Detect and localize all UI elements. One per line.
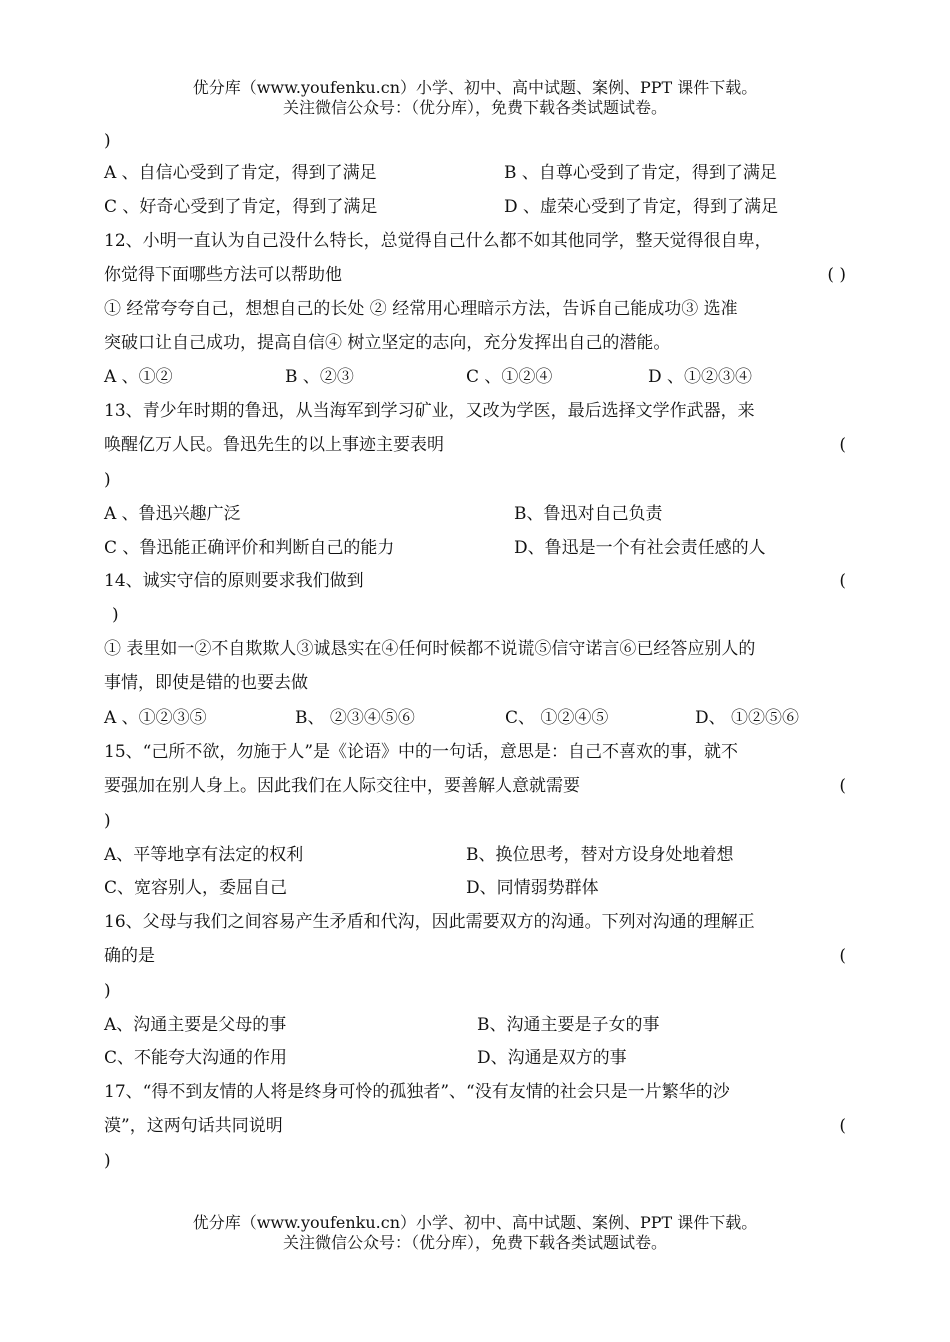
q12-option-b: B 、②③ bbox=[285, 367, 354, 387]
q17-close-paren: ) bbox=[104, 1151, 111, 1171]
q15-option-a: A、平等地享有法定的权利 bbox=[104, 845, 304, 865]
q15-option-d: D、同情弱势群体 bbox=[466, 878, 599, 898]
header-line-2: 关注微信公众号：（优分库），免费下载各类试题试卷。 bbox=[282, 98, 667, 117]
header-line-1: 优分库（www.youfenku.cn）小学、初中、高中试题、案例、PPT 课件下载。 bbox=[192, 78, 758, 97]
q14-stem-line-1: 14、诚实守信的原则要求我们做到 bbox=[104, 571, 364, 591]
q13-option-a: A 、鲁迅兴趣广泛 bbox=[104, 504, 241, 524]
q13-stem-line-2: 唤醒亿万人民。鲁迅先生的以上事迹主要表明 bbox=[104, 435, 444, 455]
q15-open-paren: ( bbox=[839, 776, 846, 796]
q16-close-paren: ) bbox=[104, 981, 111, 1001]
q13-close-paren: ) bbox=[104, 470, 111, 490]
q16-stem-line-2: 确的是 bbox=[104, 946, 155, 966]
q12-answer-paren: ( ) bbox=[827, 265, 846, 285]
q11-option-d: D 、虚荣心受到了肯定，得到了满足 bbox=[504, 197, 779, 217]
q12-items-line-1: ① 经常夸夸自己，想想自己的长处 ② 经常用心理暗示方法，告诉自己能成功③ 选准 bbox=[104, 299, 738, 319]
q15-option-c: C、宽容别人，委屈自己 bbox=[104, 878, 288, 898]
q16-option-c: C、不能夸大沟通的作用 bbox=[104, 1048, 288, 1068]
q14-option-a: A 、①②③⑤ bbox=[104, 708, 207, 728]
q15-stem-line-2: 要强加在别人身上。因此我们在人际交往中，要善解人意就需要 bbox=[104, 776, 580, 796]
q15-close-paren: ) bbox=[104, 811, 111, 831]
q12-option-d: D 、①②③④ bbox=[648, 367, 753, 387]
q17-stem-line-1: 17、“得不到友情的人将是终身可怜的孤独者”、“没有友情的社会只是一片繁华的沙 bbox=[104, 1082, 730, 1102]
q15-stem-line-1: 15、“己所不欲，勿施于人”是《论语》中的一句话，意思是：自己不喜欢的事，就不 bbox=[104, 742, 739, 762]
q11-option-b: B 、自尊心受到了肯定，得到了满足 bbox=[504, 163, 777, 183]
q15-option-b: B、换位思考，替对方设身处地着想 bbox=[466, 845, 734, 865]
footer-line-1: 优分库（www.youfenku.cn）小学、初中、高中试题、案例、PPT 课件下载。 bbox=[192, 1213, 758, 1232]
q14-open-paren: ( bbox=[839, 571, 846, 591]
q11-option-a: A 、自信心受到了肯定，得到了满足 bbox=[104, 163, 377, 183]
q13-stem-line-1: 13、青少年时期的鲁迅，从当海军到学习矿业，又改为学医，最后选择文学作武器，来 bbox=[104, 401, 755, 421]
q13-option-d: D、鲁迅是一个有社会责任感的人 bbox=[514, 538, 766, 558]
q13-option-c: C 、鲁迅能正确评价和判断自己的能力 bbox=[104, 538, 395, 558]
q11-option-c: C 、好奇心受到了肯定，得到了满足 bbox=[104, 197, 378, 217]
q12-items-line-2: 突破口让自己成功，提高自信④ 树立坚定的志向，充分发挥出自己的潜能。 bbox=[104, 333, 671, 353]
q14-items-line-2: 事情，即使是错的也要去做 bbox=[104, 673, 308, 693]
q16-option-b: B、沟通主要是子女的事 bbox=[477, 1015, 660, 1035]
q17-open-paren: ( bbox=[839, 1116, 846, 1136]
q14-close-paren: ) bbox=[112, 605, 119, 625]
q13-option-b: B、鲁迅对自己负责 bbox=[514, 504, 663, 524]
footer-line-2: 关注微信公众号：（优分库），免费下载各类试题试卷。 bbox=[282, 1233, 667, 1252]
q12-option-a: A 、①② bbox=[104, 367, 173, 387]
q16-open-paren: ( bbox=[839, 946, 846, 966]
q12-stem-line-2: 你觉得下面哪些方法可以帮助他 bbox=[104, 265, 342, 285]
q14-option-d: D、 ①②⑤⑥ bbox=[695, 708, 800, 728]
q13-open-paren: ( bbox=[839, 435, 846, 455]
q11-close-paren: ) bbox=[104, 131, 111, 151]
q16-option-a: A、沟通主要是父母的事 bbox=[104, 1015, 287, 1035]
q14-option-b: B、 ②③④⑤⑥ bbox=[295, 708, 415, 728]
q12-stem-line-1: 12、小明一直认为自己没什么特长，总觉得自己什么都不如其他同学，整天觉得很自卑， bbox=[104, 231, 772, 251]
q14-option-c: C、 ①②④⑤ bbox=[505, 708, 609, 728]
q14-items-line-1: ① 表里如一②不自欺欺人③诚恳实在④任何时候都不说谎⑤信守诺言⑥已经答应别人的 bbox=[104, 639, 756, 659]
q17-stem-line-2: 漠”，这两句话共同说明 bbox=[104, 1116, 283, 1136]
q16-option-d: D、沟通是双方的事 bbox=[477, 1048, 627, 1068]
q16-stem-line-1: 16、父母与我们之间容易产生矛盾和代沟，因此需要双方的沟通。下列对沟通的理解正 bbox=[104, 912, 755, 932]
q12-option-c: C 、①②④ bbox=[466, 367, 553, 387]
